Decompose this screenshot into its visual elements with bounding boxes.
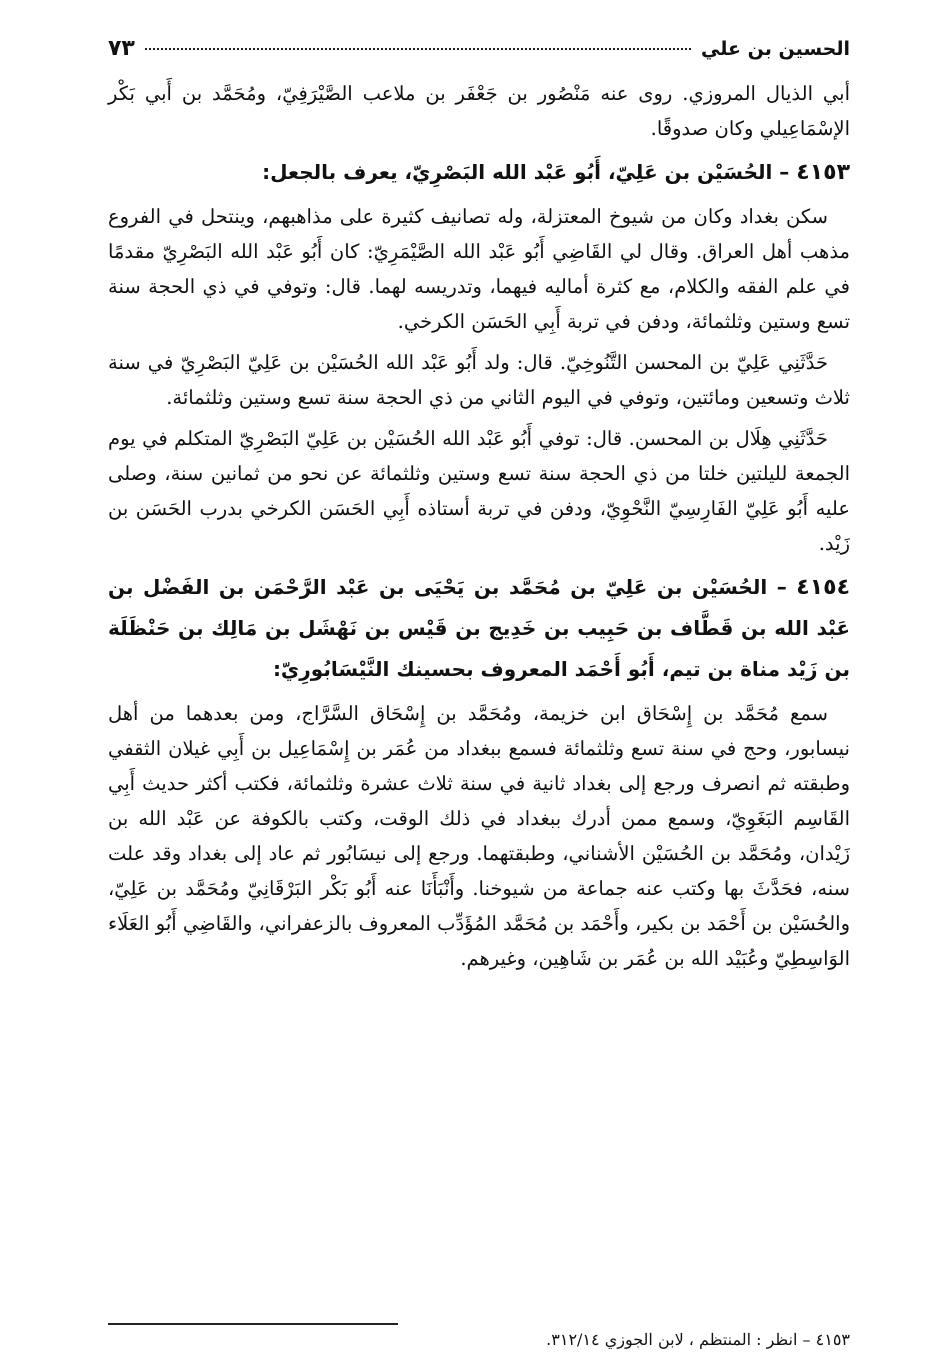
entry-heading-text: – الحُسَيْن بن عَلِيّ بن مُحَمَّد بن يَحْيَى بن عَبْد الرَّحْمَن بن الفَضْل بن عَبْد الله بن قَطَّاف بن حَبِيب بن خَدِيج بن قَيْس بن نَهْشَل بن مَالِك بن حَنْظَلَة بن زَيْد مناة بن تيم، أَبُو أَحْمَد المعروف بحسينك النَّيْسَابُورِيّ: (108, 575, 850, 681)
running-header (108, 36, 850, 76)
entry-number: ٤١٥٤ (796, 575, 851, 600)
header-title: الحسين بن علي (701, 38, 850, 60)
entry-4154-paragraph-1: سمع مُحَمَّد بن إِسْحَاق ابن خزيمة، ومُحَمَّد بن إِسْحَاق السَّرَّاج، ومن بعدهما من أهل نيسابور، وحج في سنة تسع وثلثمائة فسمع ببغداد من عُمَر بن إِسْمَاعِيل بن أَبِي غيلان الثقفي وطبقته ثم انصرف ورجع إلى بغداد ثانية في سنة ثلاث عشرة وثلثمائة، فكتب أكثر حديث أَبِي القَاسِم البَغَوِيّ، وسمع ممن أدرك ببغداد في ذلك الوقت، وكتب بالكوفة عن عَبْد الله بن زَيْدان، ومُحَمَّد بن الحُسَيْن الأشناني، وطبقتهما. ورجع إلى نيسَابُور ثم عاد إلى بغداد وقد علت سنه، فحَدَّثَ بها وكتب عنه جماعة من شيوخنا. وأَنْبَأَنَا عنه أَبُو بَكْر البَرْقَانِيّ ومُحَمَّد بن عَلِيّ، والحُسَيْن بن أَحْمَد بن بكير، وأَحْمَد بن مُحَمَّد المُؤَدِّب المعروف بالزعفراني، والقَاضِي أَبُو العَلَاء الوَاسِطِيّ وعُبَيْد الله بن عُمَر بن شَاهِين، وغيرهم. (108, 702, 850, 970)
entry-number: ٤١٥٣ (796, 160, 850, 185)
entry-4153-paragraph-1: سكن بغداد وكان من شيوخ المعتزلة، وله تصانيف كثيرة على مذاهبهم، وينتحل في الفروع مذهب أهل العراق. وقال لي القَاضِي أَبُو عَبْد الله الصَّيْمَرِيّ: كان أَبُو عَبْد الله البَصْرِيّ مقدمًا في علم الفقه والكلام، مع كثرة أماليه فيهما، وتدريسه لهما. قال: وتوفي في ذي الحجة سنة تسع وستين وثلثمائة، ودفن في تربة أَبِي الحَسَن الكرخي. (108, 205, 850, 333)
entry-heading-text: – الحُسَيْن بن عَلِيّ، أَبُو عَبْد الله البَصْرِيّ، يعرف بالجعل: (262, 160, 790, 184)
footnote: ٤١٥٣ – انظر : المنتظم ، لابن الجوزي ٣١٢/١٤. (546, 1330, 850, 1349)
entry-4153-heading (108, 152, 850, 193)
entry-4154-heading (108, 567, 850, 690)
header-dots (145, 48, 691, 50)
entry-4153-paragraph-3: حَدَّثَنِي هِلَال بن المحسن. قال: توفي أَبُو عَبْد الله الحُسَيْن بن عَلِيّ البَصْرِيّ المتكلم في يوم الجمعة لليلتين خلتا من ذي الحجة سنة تسع وستين وثلثمائة عن نحو من ثمانين سنة، وصلى عليه أَبُو عَلِيّ الفَارِسِيّ النَّحْوِيّ، ودفن في تربة أستاذه أَبِي الحَسَن الكرخي بدرب الحَسَن بن زَيْد. (108, 427, 850, 555)
page-body (108, 36, 850, 976)
footnote-divider (108, 1323, 398, 1325)
page-number: ٧٣ (108, 36, 135, 61)
entry-4153-paragraph-2: حَدَّثَنِي عَلِيّ بن المحسن التَّنُوخِيّ. قال: ولد أَبُو عَبْد الله الحُسَيْن بن عَلِيّ البَصْرِيّ في سنة ثلاث وتسعين ومائتين، وتوفي في اليوم الثاني من ذي الحجة سنة تسع وستين وثلثمائة. (108, 351, 850, 409)
continuation-paragraph: أبي الذيال المروزي. روى عنه مَنْصُور بن جَعْفَر بن ملاعب الصَّيْرَفِيّ، ومُحَمَّد بن أَبي بَكْر الإسْمَاعِيلي وكان صدوقًا. (108, 82, 850, 140)
